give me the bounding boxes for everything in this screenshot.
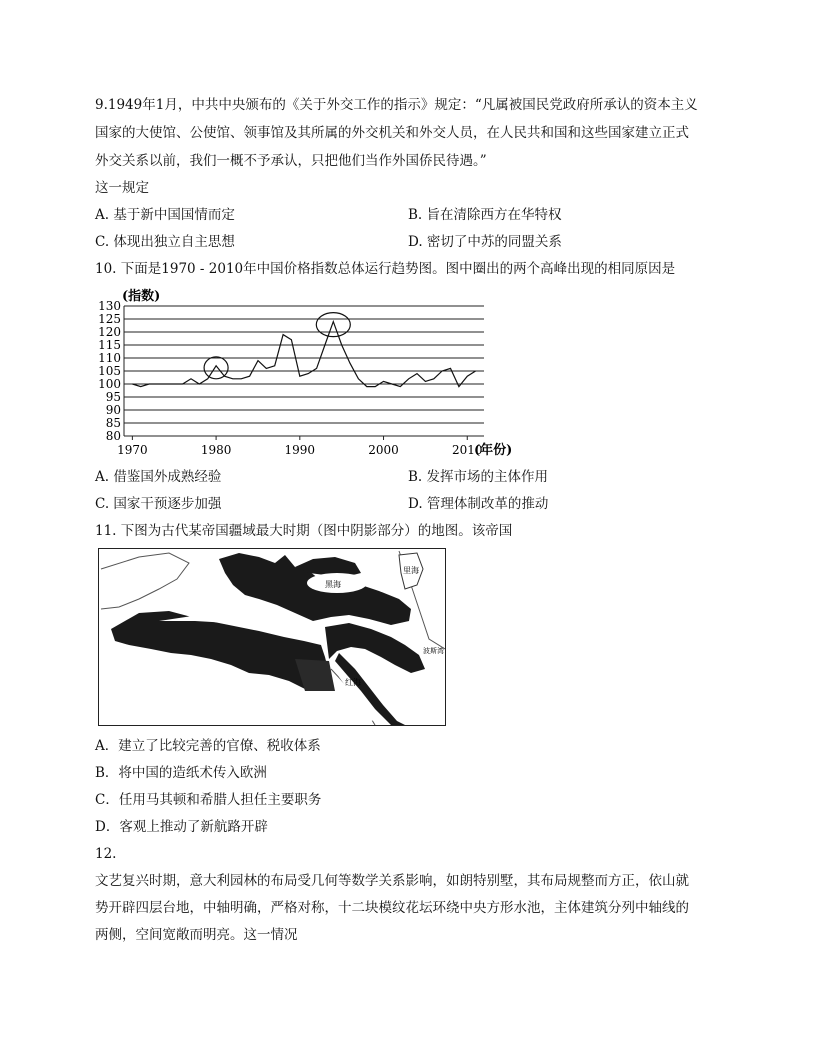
chart-ticks — [98, 299, 482, 457]
y-axis-label: (指数) — [122, 289, 161, 304]
q10-option-b[interactable]: B. 发挥市场的主体作用 — [408, 469, 549, 485]
y-tick-label: 115 — [98, 338, 121, 352]
q12-line-2: 势开辟四层台地，中轴明确，严格对称，十二块模纹花坛环绕中央方形水池，主体建筑分列中轴线的 — [95, 900, 689, 916]
map-label-caspian: 里海 — [403, 566, 419, 575]
q9-option-d[interactable]: D. 密切了中苏的同盟关系 — [408, 234, 562, 250]
x-tick-label: 1980 — [200, 443, 232, 457]
empire-map-drawing — [99, 549, 446, 726]
q10-option-a[interactable]: A. 借鉴国外成熟经验 — [95, 469, 222, 485]
map-label-black-sea: 黑海 — [325, 580, 341, 589]
q9-option-c[interactable]: C. 体现出独立自主思想 — [95, 234, 235, 250]
peak-circle — [204, 357, 228, 379]
x-tick-label: 2010 — [451, 443, 483, 457]
q9-line-3: 外交关系以前，我们一概不予承认，只把他们当作外国侨民待遇。” — [95, 153, 487, 169]
price-index-line — [132, 322, 475, 387]
q12-number: 12. — [95, 846, 117, 862]
y-tick-label: 85 — [105, 416, 121, 430]
peak-circle — [316, 313, 350, 337]
map-label-red-sea: 红海 — [345, 678, 361, 687]
q10-option-c[interactable]: C. 国家干预逐步加强 — [95, 496, 222, 512]
q9-line-1: 9.1949年1月，中共中央颁布的《关于外交工作的指示》规定：“凡属被国民党政府所承认的资本主义 — [95, 97, 698, 113]
empire-map — [98, 548, 446, 726]
q12-line-1: 文艺复兴时期，意大利园林的布局受几何等数学关系影响，如朗特别墅，其布局规整而方正，依山就 — [95, 873, 689, 889]
q9-line-2: 国家的大使馆、公使馆、领事馆及其所属的外交机关和外交人员，在人民共和国和这些国家建立正式 — [95, 125, 689, 141]
q11-option-c[interactable]: C．任用马其顿和希腊人担任主要职务 — [95, 792, 322, 808]
q11-stem: 11. 下图为古代某帝国疆域最大时期（图中阴影部分）的地图。该帝国 — [95, 523, 513, 539]
chart-grid — [124, 306, 484, 436]
y-tick-label: 90 — [105, 403, 121, 417]
x-axis-label: (年份) — [474, 443, 513, 458]
y-tick-label: 105 — [98, 364, 121, 378]
map-label-persian-gulf: 波斯湾 — [423, 647, 444, 655]
q12-line-3: 两侧，空间宽敞而明亮。这一情况 — [95, 927, 298, 943]
x-tick-label: 1990 — [284, 443, 316, 457]
y-tick-label: 125 — [98, 312, 121, 326]
q9-option-a[interactable]: A. 基于新中国国情而定 — [95, 207, 235, 223]
x-tick-label: 2000 — [368, 443, 399, 457]
x-tick-label: 1970 — [117, 443, 148, 457]
y-tick-label: 80 — [105, 429, 121, 443]
y-tick-label: 130 — [98, 299, 121, 313]
price-index-chart — [96, 284, 516, 462]
y-tick-label: 120 — [98, 325, 121, 339]
y-tick-label: 95 — [105, 390, 121, 404]
q10-option-d[interactable]: D. 管理体制改革的推动 — [408, 496, 549, 512]
q11-option-d[interactable]: D．客观上推动了新航路开辟 — [95, 819, 268, 835]
y-tick-label: 100 — [98, 377, 121, 391]
y-tick-label: 110 — [98, 351, 121, 365]
q9-option-b[interactable]: B. 旨在清除西方在华特权 — [408, 207, 562, 223]
q9-line-4: 这一规定 — [95, 180, 149, 196]
chart-circles — [204, 313, 350, 379]
chart-series — [132, 322, 475, 387]
q11-option-b[interactable]: B．将中国的造纸术传入欧洲 — [95, 765, 267, 781]
q11-option-a[interactable]: A．建立了比较完善的官僚、税收体系 — [95, 738, 321, 754]
q10-stem: 10. 下面是1970 - 2010年中国价格指数总体运行趋势图。图中圈出的两个高峰出现的相同原因是 — [95, 261, 676, 277]
